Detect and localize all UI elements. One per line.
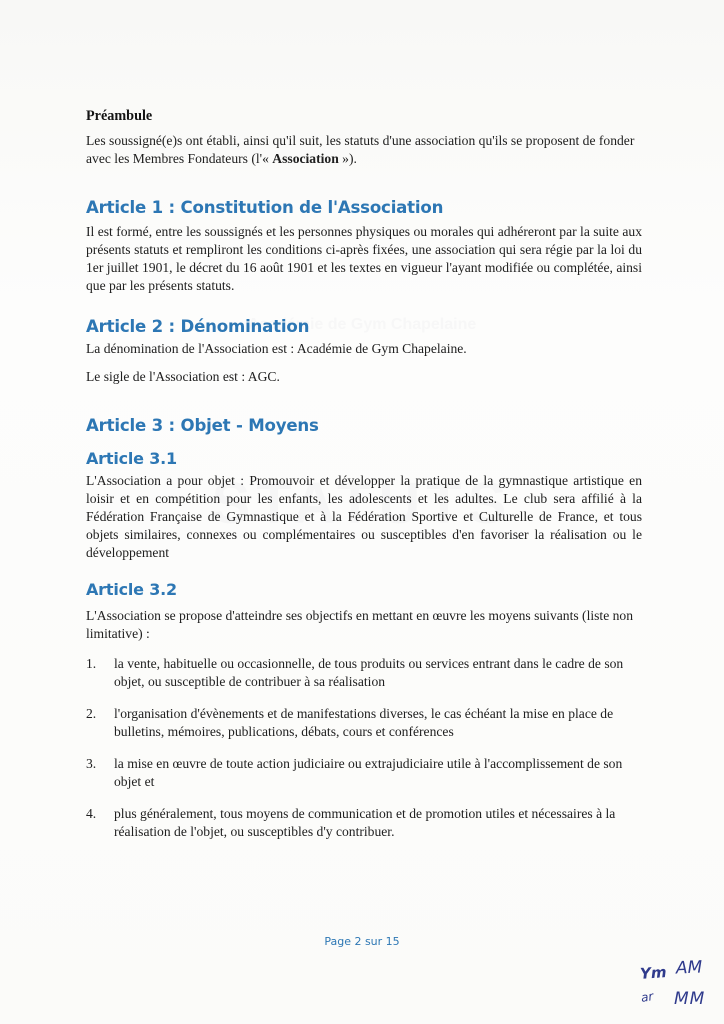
preamble-title: Préambule <box>86 108 153 124</box>
list-item-text: l'organisation d'évènements et de manifestations diverses, le cas échéant la mise en place de bulletins, mémoires, publications, débats, cours et conférences <box>114 706 614 739</box>
article-3-section <box>86 416 642 841</box>
association-term: Association <box>272 151 339 166</box>
list-number: 1. <box>86 656 97 671</box>
handwritten-initials-3: ar <box>640 989 655 1005</box>
article-1-heading: Article 1 : Constitution de l'Association <box>86 198 444 217</box>
list-item-text: la vente, habituelle ou occasionnelle, de tous produits ou services entrant dans le cadre de son objet, ou susceptible de contribuer à sa réalisation <box>114 656 624 689</box>
list-item <box>86 755 642 791</box>
document-body <box>86 108 642 841</box>
article-3-2-intro: L'Association se propose d'atteindre ses objectifs en mettant en œuvre les moyens suivants (liste non limitative) : <box>86 608 634 641</box>
handwritten-initials-2: AM <box>675 957 703 979</box>
page-number: Page 2 sur 15 <box>324 935 400 948</box>
list-item <box>86 805 642 841</box>
article-1-section <box>86 198 642 295</box>
article-1-text: Il est formé, entre les soussignés et les personnes physiques ou morales qui adhéreront par la suite aux présents statuts et rempliront les conditions ci-après fixées, une association qui sera régie par la loi du 1er juillet 1901, le décret du 16 août 1901 et les textes en vigueur l'ayant modifiée ou complétée, ainsi que par les présents statuts. <box>86 224 642 293</box>
article-2-heading: Article 2 : Dénomination <box>86 317 310 336</box>
article-3-2-heading: Article 3.2 <box>86 580 177 599</box>
article-3-1-heading: Article 3.1 <box>86 449 177 468</box>
list-item <box>86 655 642 691</box>
preamble-section <box>86 108 642 168</box>
list-item <box>86 705 642 741</box>
article-3-1-text: L'Association a pour objet : Promouvoir et développer la pratique de la gymnastique artistique en loisir et en compétition pour les enfants, les adolescents et les adultes. Le club sera affilié à la Fédération Française de Gymnastique et à la Fédération Sportive et Culturelle de France, et tous objets similaires, connexes ou complémentaires ou susceptibles d'en favoriser la réalisation ou le développement <box>86 473 642 560</box>
article-2-acronym: Le sigle de l'Association est : AGC. <box>86 369 280 384</box>
preamble-text: Les soussigné(e)s ont établi, ainsi qu'il suit, les statuts d'une association qu'ils se proposent de fonder avec les Membres Fondateurs (l'« Association »). <box>86 133 635 166</box>
means-list <box>86 655 642 841</box>
list-item-text: la mise en œuvre de toute action judiciaire ou extrajudiciaire utile à l'accomplissement de son objet et <box>114 756 623 789</box>
handwritten-initials-4: MM <box>674 989 706 1009</box>
list-number: 4. <box>86 806 97 821</box>
article-3-heading: Article 3 : Objet - Moyens <box>86 416 319 435</box>
list-number: 3. <box>86 756 97 771</box>
article-2-section <box>86 317 642 386</box>
handwritten-initials-1: Ym <box>639 963 668 983</box>
list-item-text: plus généralement, tous moyens de communication et de promotion utiles et nécessaires à la réalisation de l'objet, ou susceptibles d'y contribuer. <box>114 806 616 839</box>
article-2-denomination: La dénomination de l'Association est : Académie de Gym Chapelaine. <box>86 341 467 356</box>
list-number: 2. <box>86 706 97 721</box>
